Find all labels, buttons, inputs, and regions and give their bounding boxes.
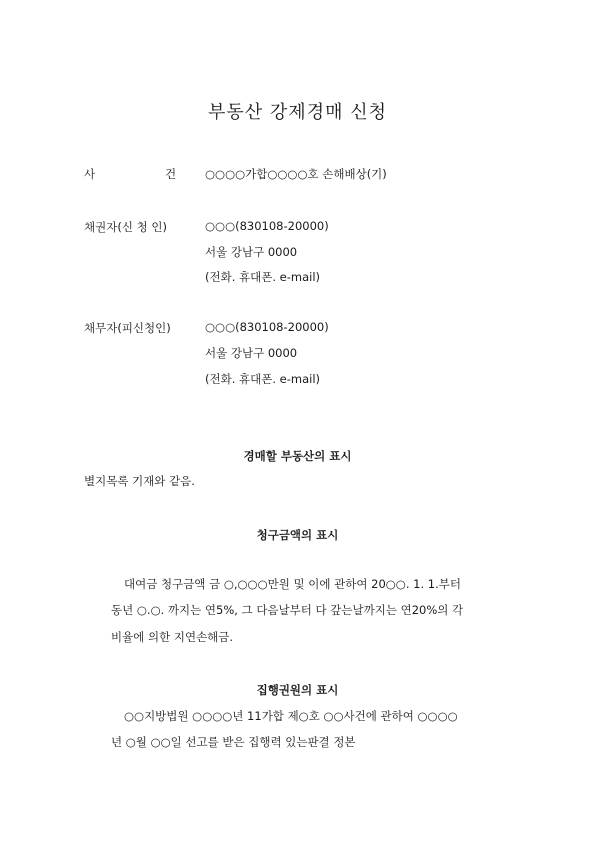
- creditor-name: ○○○(830108-20000): [205, 219, 329, 233]
- property-text: 별지목록 기재와 같음.: [84, 474, 195, 488]
- case-label-first: 사: [84, 167, 96, 181]
- case-value: ○○○○가합○○○○호 손해배상(기): [205, 167, 387, 181]
- debtor-address: 서울 강남구 0000: [205, 346, 298, 360]
- claim-line-3: 비율에 의한 지연손해금.: [111, 630, 234, 644]
- claim-line-2: 동년 ○.○. 까지는 연5%, 그 다음날부터 다 갚는날까지는 연20%의 각: [111, 603, 464, 617]
- debtor-contact: (전화. 휴대폰. e-mail): [205, 372, 321, 386]
- document-title: 부동산 강제경매 신청: [208, 102, 387, 123]
- execution-title-line-2: 년 ○월 ○○일 선고를 받은 집행력 있는판결 정본: [111, 735, 356, 749]
- property-heading: 경매할 부동산의 표시: [243, 449, 352, 463]
- creditor-label: 채권자(신 청 인): [84, 220, 167, 234]
- debtor-name: ○○○(830108-20000): [205, 320, 329, 334]
- claim-line-1: 대여금 청구금액 금 ○,○○○만원 및 이에 관하여 20○○. 1. 1.부터: [124, 577, 461, 591]
- creditor-address: 서울 강남구 0000: [205, 245, 298, 259]
- case-label-second: 건: [165, 167, 177, 181]
- creditor-contact: (전화. 휴대폰. e-mail): [205, 270, 321, 284]
- execution-title-heading: 집행권원의 표시: [256, 683, 339, 697]
- execution-title-line-1: ○○지방법원 ○○○○년 11가합 제○호 ○○사건에 관하여 ○○○○: [124, 709, 458, 723]
- debtor-label: 채무자(피신청인): [84, 321, 171, 335]
- claim-heading: 청구금액의 표시: [256, 528, 339, 542]
